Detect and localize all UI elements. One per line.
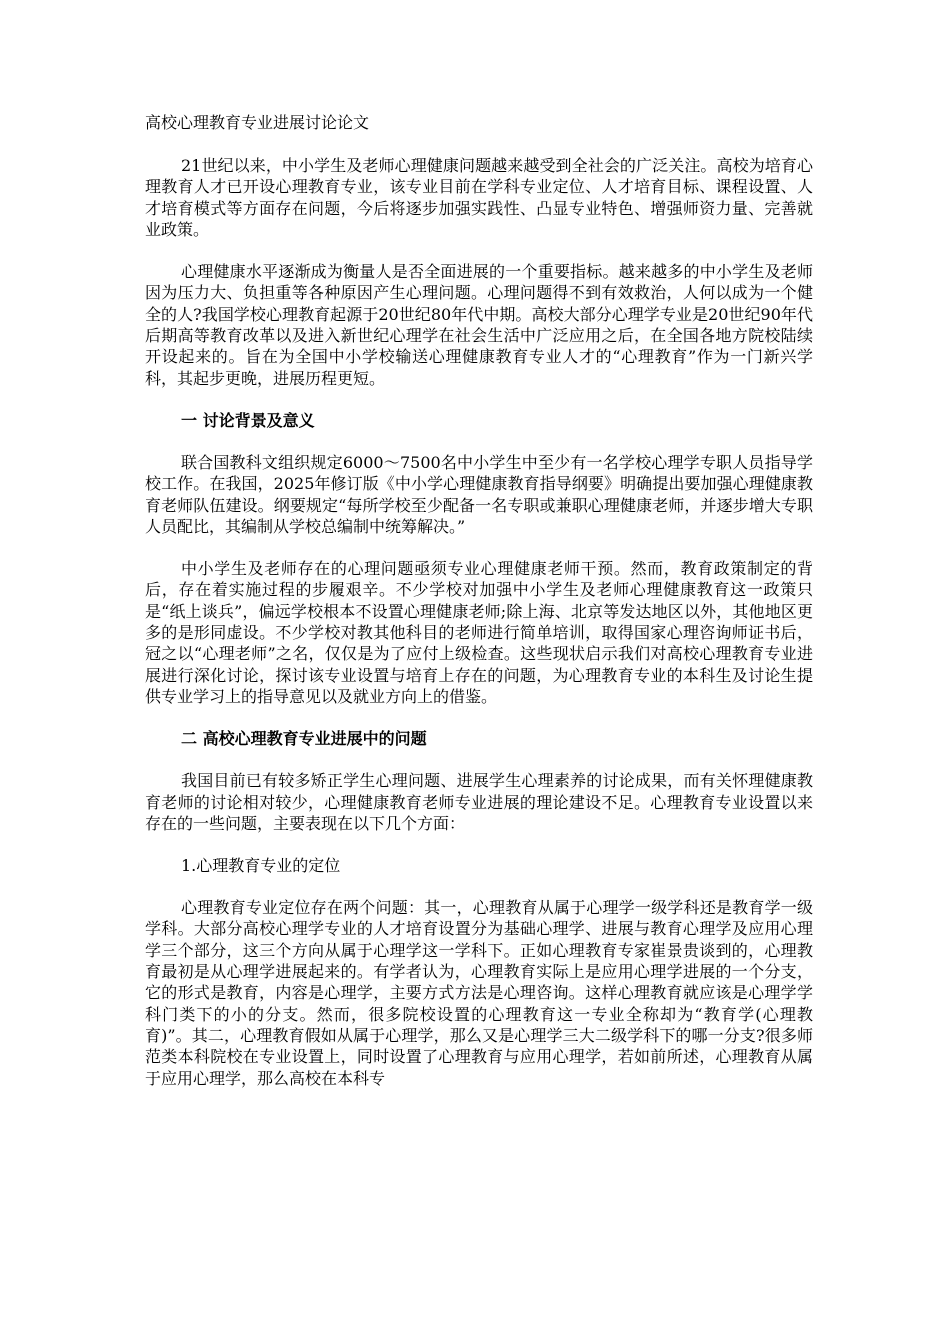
section-2-heading: 二 高校心理教育专业进展中的问题 xyxy=(181,729,427,749)
section-1-paragraph-2: 中小学生及老师存在的心理问题亟须专业心理健康老师干预。然而，教育政策制定的背后，存在着实施过程的步履艰辛。不少学校对加强中小学生及老师心理健康教育这一政策只是“纸上谈兵”，偏远学校根本不设置心理健康老师;除上海、北京等发达地区以外，其他地区更多的是形同虚设。不少学校对教其他科目的老师进行简单培训，取得国家心理咨询师证书后，冠之以“心理老师”之名，仅仅是为了应付上级检查。这些现状启示我们对高校心理教育专业进展进行深化讨论，探讨该专业设置与培育上存在的问题，为心理教育专业的本科生及讨论生提供专业学习上的指导意见以及就业方向上的借鉴。 xyxy=(145,559,813,706)
subsection-heading: 1.心理教育专业的定位 xyxy=(181,856,341,876)
subsection-paragraph-1: 心理教育专业定位存在两个问题：其一，心理教育从属于心理学一级学科还是教育学一级学科。大部分高校心理学专业的人才培育设置分为基础心理学、进展与教育心理学及应用心理学三个部分，这三个方向从属于心理学这一学科下。正如心理教育专家崔景贵谈到的，心理教育最初是从心理学进展起来的。有学者认为，心理教育实际上是应用心理学进展的一个分支，它的形式是教育，内容是心理学，主要方式方法是心理咨询。这样心理教育就应该是心理学学科门类下的小的分支。然而，很多院校设置的心理教育这一专业全称却为“教育学(心理教育)”。其二，心理教育假如从属于心理学，那么又是心理学三大二级学科下的哪一分支?很多师范类本科院校在专业设置上，同时设置了心理教育与应用心理学，若如前所述，心理教育从属于应用心理学，那么高校在本科专 xyxy=(145,898,813,1088)
section-1-paragraph-1: 联合国教科文组织规定6000～7500名中小学生中至少有一名学校心理学专职人员指导学校工作。在我国，2025年修订版《中小学心理健康教育指导纲要》明确提出要加强心理健康教育老师队伍建设。纲要规定“每所学校至少配备一名专职或兼职心理健康老师，并逐步增大专职人员配比，其编制从学校总编制中统筹解决。” xyxy=(145,452,813,536)
document-page xyxy=(145,112,813,1110)
document-title: 高校心理教育专业进展讨论论文 xyxy=(145,113,370,132)
section-1-heading: 一 讨论背景及意义 xyxy=(181,410,315,430)
intro-paragraph-2: 心理健康水平逐渐成为衡量人是否全面进展的一个重要指标。越来越多的中小学生及老师因为压力大、负担重等各种原因产生心理问题。心理问题得不到有效救治，人何以成为一个健全的人?我国学校心理教育起源于20世纪80年代中期。高校大部分心理学专业是20世纪90年代后期高等教育改革以及进入新世纪心理学在社会生活中广泛应用之后，在全国各地方院校陆续开设起来的。旨在为全国中小学校输送心理健康教育专业人才的“心理教育”作为一门新兴学科，其起步更晚，进展历程更短。 xyxy=(145,262,813,388)
section-2-paragraph-1: 我国目前已有较多矫正学生心理问题、进展学生心理素养的讨论成果，而有关怀理健康教育老师的讨论相对较少，心理健康教育老师专业进展的理论建设不足。心理教育专业设置以来存在的一些问题，主要表现在以下几个方面： xyxy=(145,771,813,833)
intro-paragraph-1: 21世纪以来，中小学生及老师心理健康问题越来越受到全社会的广泛关注。高校为培育心理教育人才已开设心理教育专业，该专业目前在学科专业定位、人才培育目标、课程设置、人才培育模式等方面存在问题，今后将逐步加强实践性、凸显专业特色、增强师资力量、完善就业政策。 xyxy=(145,156,813,239)
